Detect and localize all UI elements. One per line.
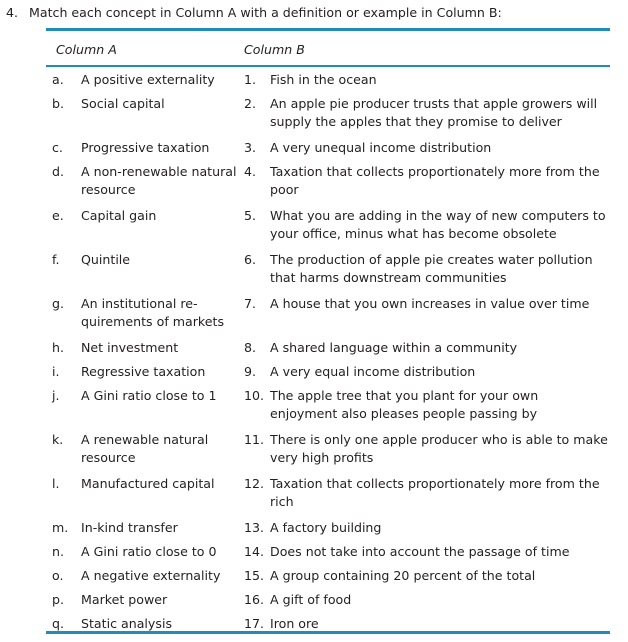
column-b-label: 17.	[244, 616, 265, 631]
column-a-label: f.	[52, 252, 60, 267]
table-row	[0, 475, 628, 519]
column-b-text: A very unequal income distribution	[270, 140, 492, 155]
column-a-text: A positive externality	[81, 72, 215, 87]
column-a-text: A negative externality	[81, 568, 221, 583]
column-a-text: Market power	[81, 592, 168, 607]
column-b-text: Iron ore	[270, 616, 319, 631]
column-b-text: A group containing 20 percent of the total	[270, 568, 536, 583]
column-a-text: In-kind transfer	[81, 520, 178, 535]
table-row	[0, 295, 628, 339]
matching-table-body	[0, 71, 628, 639]
column-a-text: Quintile	[81, 252, 131, 267]
table-row	[0, 363, 628, 387]
column-a-text: Progressive taxation	[81, 140, 210, 155]
table-row	[0, 567, 628, 591]
column-b-label: 6.	[244, 252, 257, 267]
column-a-label: o.	[52, 568, 64, 583]
column-a-text: Static analysis	[81, 616, 173, 631]
column-a-label: d.	[52, 164, 64, 179]
column-a-text: A non-renewable natural resource	[81, 164, 237, 197]
column-a-label: q.	[52, 616, 64, 631]
table-row	[0, 519, 628, 543]
column-a-text: Net investment	[81, 340, 179, 355]
table-row	[0, 387, 628, 431]
table-row	[0, 591, 628, 615]
column-b-label: 10.	[244, 388, 265, 403]
column-b-label: 2.	[244, 96, 257, 111]
column-a-text: An institutional re-quirements of markets	[81, 296, 225, 329]
column-b-text: The apple tree that you plant for your own enjoyment also pleases people passing by	[270, 388, 539, 421]
column-b-text: There is only one apple producer who is able to make very high profits	[270, 432, 608, 465]
column-b-label: 12.	[244, 476, 265, 491]
column-b-text: A shared language within a community	[270, 340, 518, 355]
column-a-label: a.	[52, 72, 64, 87]
column-a-text: A renewable natural resource	[81, 432, 209, 465]
column-a-text: Manufactured capital	[81, 476, 215, 491]
column-a-label: j.	[52, 388, 60, 403]
column-a-label: l.	[52, 476, 60, 491]
table-row	[0, 339, 628, 363]
question-prompt	[6, 4, 626, 22]
column-b-text: The production of apple pie creates water pollution that harms downstream communities	[270, 252, 593, 285]
column-a-label: p.	[52, 592, 64, 607]
column-b-label: 3.	[244, 140, 257, 155]
table-row	[0, 71, 628, 95]
column-a-header: Column A	[56, 42, 117, 57]
column-a-label: k.	[52, 432, 64, 447]
column-a-label: i.	[52, 364, 60, 379]
column-a-text: A Gini ratio close to 0	[81, 544, 217, 559]
column-b-text: Taxation that collects proportionately more from the rich	[270, 476, 600, 509]
table-row	[0, 207, 628, 251]
column-a-text: Regressive taxation	[81, 364, 206, 379]
table-row	[0, 431, 628, 475]
column-b-text: A gift of food	[270, 592, 352, 607]
column-b-label: 15.	[244, 568, 265, 583]
column-b-text: An apple pie producer trusts that apple growers will supply the apples that they promise to deliver	[270, 96, 598, 129]
table-top-rule	[46, 28, 610, 31]
column-a-text: Capital gain	[81, 208, 157, 223]
column-a-label: b.	[52, 96, 64, 111]
table-row	[0, 543, 628, 567]
column-a-text: Social capital	[81, 96, 165, 111]
column-b-label: 9.	[244, 364, 257, 379]
column-b-text: A factory building	[270, 520, 382, 535]
column-b-header: Column B	[244, 42, 305, 57]
question-number: 4.	[6, 5, 19, 20]
question-text: Match each concept in Column A with a definition or example in Column B:	[29, 5, 502, 20]
table-row	[0, 95, 628, 139]
column-b-label: 11.	[244, 432, 265, 447]
column-b-label: 16.	[244, 592, 265, 607]
column-b-label: 1.	[244, 72, 257, 87]
table-header-rule	[46, 65, 610, 67]
column-b-text: Taxation that collects proportionately more from the poor	[270, 164, 600, 197]
table-row	[0, 139, 628, 163]
column-a-label: c.	[52, 140, 63, 155]
column-b-text: A house that you own increases in value over time	[270, 296, 590, 311]
column-b-text: What you are adding in the way of new computers to your office, minus what has become obsolete	[270, 208, 606, 241]
column-b-label: 7.	[244, 296, 257, 311]
table-bottom-rule	[46, 631, 610, 634]
column-a-text: A Gini ratio close to 1	[81, 388, 217, 403]
column-b-label: 13.	[244, 520, 265, 535]
column-b-label: 5.	[244, 208, 257, 223]
column-b-text: Does not take into account the passage of time	[270, 544, 570, 559]
column-a-label: m.	[52, 520, 69, 535]
column-a-label: e.	[52, 208, 64, 223]
column-a-label: n.	[52, 544, 64, 559]
column-b-label: 14.	[244, 544, 265, 559]
column-a-label: h.	[52, 340, 64, 355]
column-b-label: 8.	[244, 340, 257, 355]
column-b-label: 4.	[244, 164, 257, 179]
column-a-label: g.	[52, 296, 64, 311]
table-row	[0, 163, 628, 207]
column-b-text: A very equal income distribution	[270, 364, 476, 379]
table-row	[0, 615, 628, 639]
table-row	[0, 251, 628, 295]
column-b-text: Fish in the ocean	[270, 72, 377, 87]
